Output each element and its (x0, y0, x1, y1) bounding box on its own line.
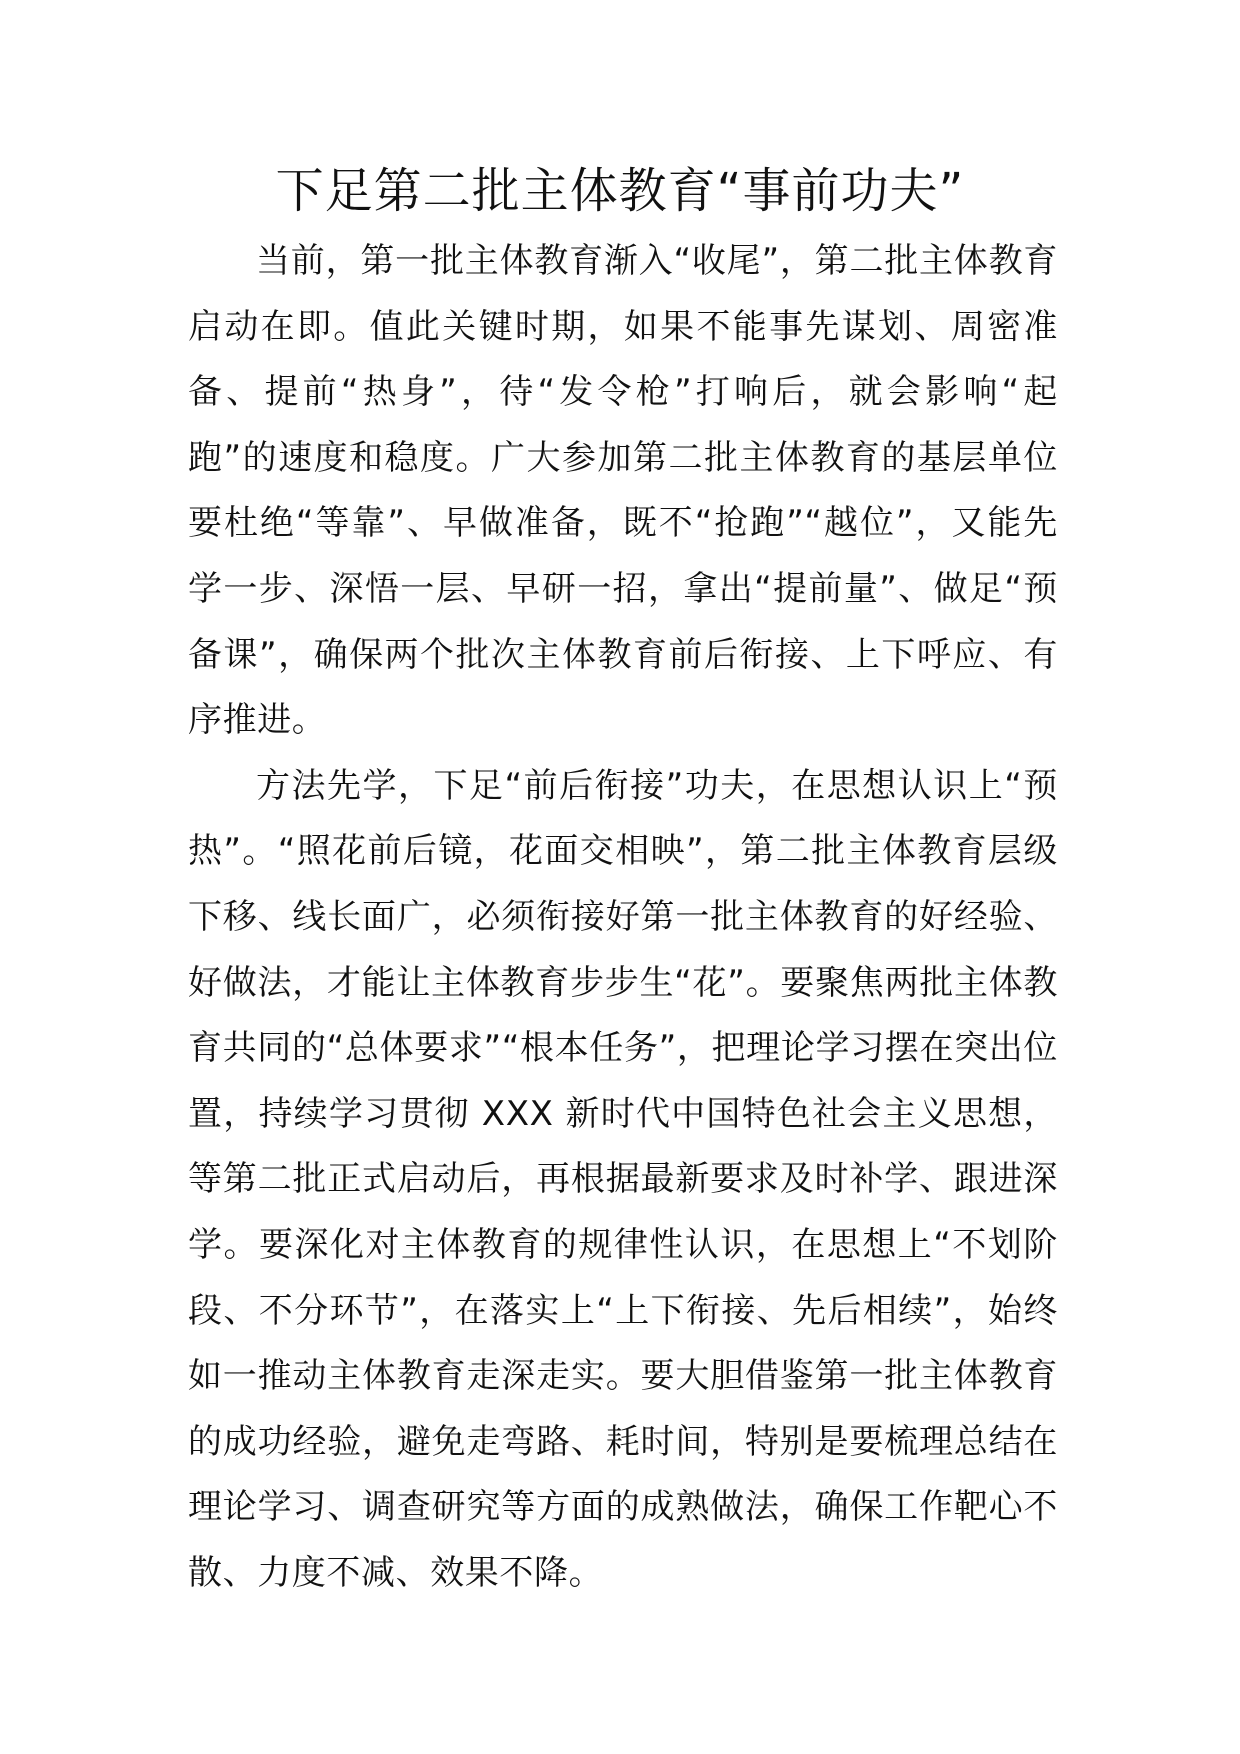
paragraph-1: 当前，第一批主体教育渐入“收尾”，第二批主体教育启动在即。值此关键时期，如果不能事先谋划、周密准备、提前“热身”，待“发令枪”打响后，就会影响“起跑”的速度和稳度。广大参加第二批主体教育的基层单位要杜绝“等靠”、早做准备，既不“抢跑”“越位”，又能先学一步、深悟一层、早研一招，拿出“提前量”、做足“预备课”，确保两个批次主体教育前后衔接、上下呼应、有序推进。 (188, 241, 1058, 741)
document-title: 下足第二批主体教育“事前功夫” (275, 163, 965, 219)
paragraph-2: 方法先学，下足“前后衔接”功夫，在思想认识上“预热”。“照花前后镜，花面交相映”，第二批主体教育层级下移、线长面广，必须衔接好第一批主体教育的好经验、好做法，才能让主体教育步步生“花”。要聚焦两批主体教育共同的“总体要求”“根本任务”，把理论学习摆在突出位置，持续学习贯彻 XXX 新时代中国特色社会主义思想，等第二批正式启动后，再根据最新要求及时补学、跟进深学。要深化对主体教育的规律性认识，在思想上“不划阶段、不分环节”，在落实上“上下衔接、先后相续”，始终如一推动主体教育走深走实。要大胆借鉴第一批主体教育的成功经验，避免走弯路、耗时间，特别是要梳理总结在理论学习、调查研究等方面的成熟做法，确保工作靶心不散、力度不减、效果不降。 (188, 765, 1058, 1593)
document-body (188, 229, 1058, 1606)
